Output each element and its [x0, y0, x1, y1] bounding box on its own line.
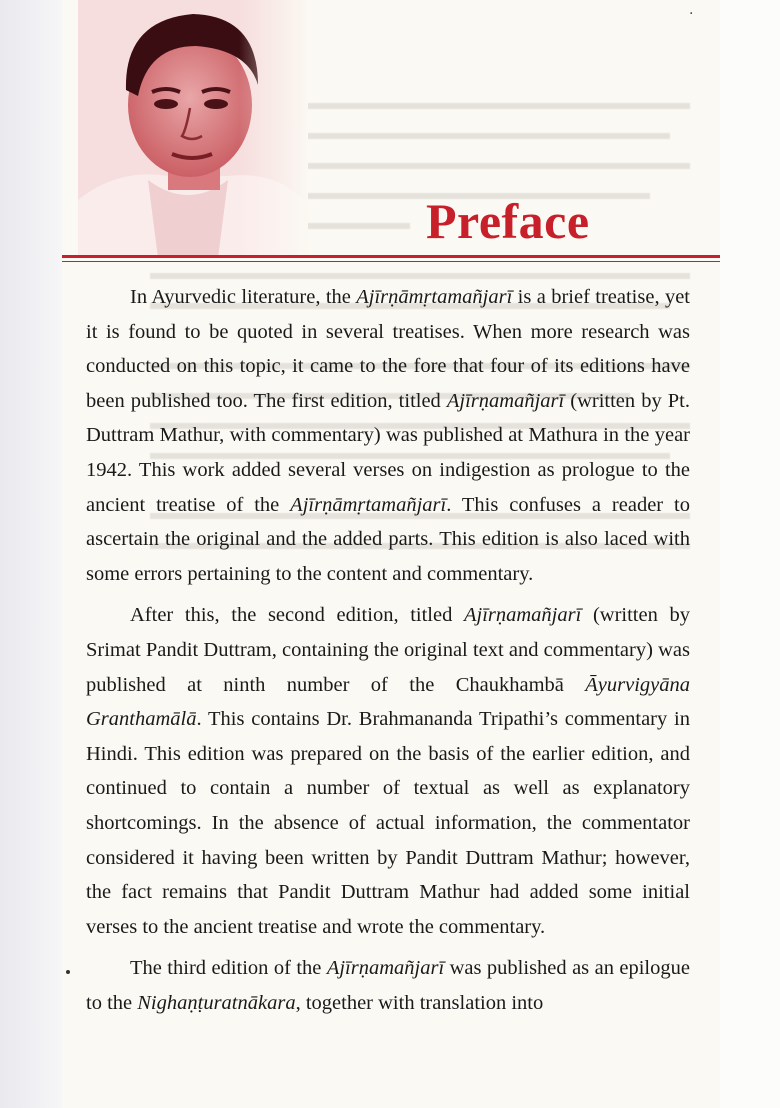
text-run: was published as an epilogue to the [86, 957, 690, 1014]
italic-title: Ajīrṇāmṛtamañjarī [290, 493, 447, 516]
italic-title: Ajīrṇamañjarī [446, 389, 565, 412]
paragraph-1 [86, 280, 690, 591]
page-title: Preface [426, 193, 590, 249]
text-run: (written by Srimat Pandit Duttram, containing the original text and commentary) was published at ninth number of the Chaukhambā [86, 604, 690, 696]
text-run: (written by Pt. Duttram Mathur, with commentary) was published at Mathura in the year 1942. This work added several verses on indigestion as prologue to the ancient treatise of the [86, 389, 690, 516]
portrait-photo [78, 0, 308, 258]
header-rule [62, 255, 720, 258]
italic-title: Āyurvigyāna Granthamālā [86, 673, 690, 731]
page-edge [720, 0, 780, 1108]
paragraph-3 [86, 951, 690, 1020]
text-run: In Ayurvedic literature, the [130, 286, 357, 308]
text-run: , together with translation into [295, 991, 544, 1014]
text-run: . This confuses a reader to ascertain the original and the added parts. This edition is also laced with some errors pertaining to the content and commentary. [86, 493, 690, 585]
italic-title: Nighaṇṭuratnākara [137, 991, 296, 1014]
text-run: is a brief treatise, yet it is found to be quoted in several treatises. When more research was conducted on this topic, it came to the fore that four of its editions have been published too. The first edition, titled [86, 286, 690, 412]
italic-title: Ajīrṇamañjarī [463, 604, 582, 627]
text-run: . This contains Dr. Brahmananda Tripathi’s commentary in Hindi. This edition was prepared on the basis of the earlier edition, and continued to contain a number of textual as well as explanatory shortcomings. In the absence of actual information, the commentator considered it having been written by Pandit Duttram Mathur; however, the fact remains that Pandit Duttram Mathur had added some initial verses to the ancient treatise and wrote the commentary. [86, 708, 690, 938]
margin-speck [66, 970, 70, 974]
italic-title: Ajīrṇāmṛtamañjarī [356, 286, 513, 308]
header-rule-thin [62, 261, 720, 262]
body-text [86, 280, 690, 1027]
italic-title: Ajīrṇamañjarī [326, 957, 445, 980]
text-run: After this, the second edition, titled [130, 604, 464, 627]
page-gutter [0, 0, 62, 1108]
page-mark: · [689, 6, 694, 22]
paragraph-2 [86, 598, 690, 944]
text-run: The third edition of the [130, 957, 327, 980]
